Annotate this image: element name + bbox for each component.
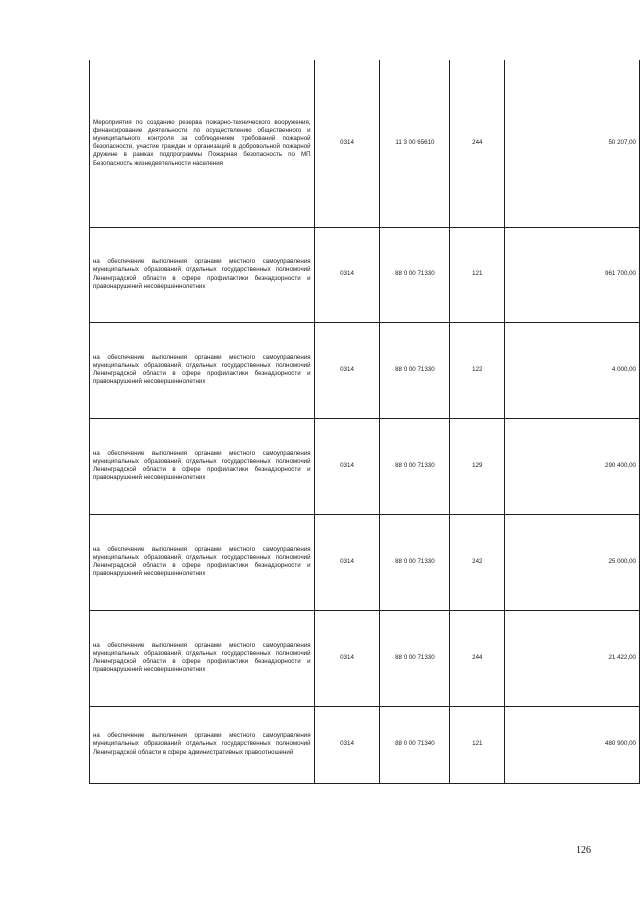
amount-value: 4 000,00: [505, 322, 640, 418]
table-row: [90, 227, 640, 322]
row-description: на обеспечение выполнения органами местного самоуправления муниципальных образований отдельных государственных полномочий Ленинградской области в сфере профилактики безнадзорности и правонарушений несовершеннолетних: [90, 418, 315, 514]
page-number: 126: [576, 845, 591, 856]
table-row: [90, 706, 640, 783]
table-row: [90, 514, 640, 610]
amount-value: 290 400,00: [505, 418, 640, 514]
section-code: 0314: [314, 706, 380, 783]
target-code: 88 0 00 71330: [380, 418, 450, 514]
target-code: 88 0 00 71330: [380, 227, 450, 322]
table-row: [90, 60, 640, 227]
target-code: 11 3 00 65610: [380, 60, 450, 227]
budget-table: [89, 60, 640, 784]
amount-value: 25 000,00: [505, 514, 640, 610]
expense-type-code: 244: [450, 60, 505, 227]
table-row: [90, 610, 640, 706]
expense-type-code: 122: [450, 322, 505, 418]
section-code: 0314: [314, 322, 380, 418]
amount-value: 50 207,00: [505, 60, 640, 227]
amount-value: 480 900,00: [505, 706, 640, 783]
row-description: на обеспечение выполнения органами местного самоуправления муниципальных образований отдельных государственных полномочий Ленинградской области в сфере профилактики безнадзорности и правонарушений несовершеннолетних: [90, 610, 315, 706]
expense-type-code: 121: [450, 227, 505, 322]
amount-value: 961 700,00: [505, 227, 640, 322]
expense-type-code: 242: [450, 514, 505, 610]
row-description: на обеспечение выполнения органами местного самоуправления муниципальных образований отдельных государственных полномочий Ленинградской области в сфере административных правоотношений: [90, 706, 315, 783]
target-code: 88 0 00 71330: [380, 322, 450, 418]
section-code: 0314: [314, 418, 380, 514]
section-code: 0314: [314, 227, 380, 322]
row-description: Мероприятия по созданию резерва пожарно-технического вооружения, финансирование деятельности по осуществлению общественного и муниципального контроля за соблюдением требований пожарной безопасности, участие граждан и организаций в добровольной пожарной дружине в рамках подпрограммы Пожарная безопасность по МП Безопасность жизнедеятельности населения: [90, 60, 315, 227]
expense-type-code: 121: [450, 706, 505, 783]
row-description: на обеспечение выполнения органами местного самоуправления муниципальных образований отдельных государственных полномочий Ленинградской области в сфере профилактики безнадзорности и правонарушений несовершеннолетних: [90, 322, 315, 418]
expense-type-code: 129: [450, 418, 505, 514]
section-code: 0314: [314, 610, 380, 706]
section-code: 0314: [314, 60, 380, 227]
row-description: на обеспечение выполнения органами местного самоуправления муниципальных образований отдельных государственных полномочий Ленинградской области в сфере профилактики безнадзорности и правонарушений несовершеннолетних: [90, 514, 315, 610]
section-code: 0314: [314, 514, 380, 610]
table-row: [90, 418, 640, 514]
amount-value: 21 422,00: [505, 610, 640, 706]
expense-type-code: 244: [450, 610, 505, 706]
target-code: 88 0 00 71330: [380, 610, 450, 706]
row-description: на обеспечение выполнения органами местного самоуправления муниципальных образований отдельных государственных полномочий Ленинградской области в сфере профилактики безнадзорности и правонарушений несовершеннолетних: [90, 227, 315, 322]
target-code: 88 0 00 71330: [380, 514, 450, 610]
target-code: 88 0 00 71340: [380, 706, 450, 783]
table-row: [90, 322, 640, 418]
